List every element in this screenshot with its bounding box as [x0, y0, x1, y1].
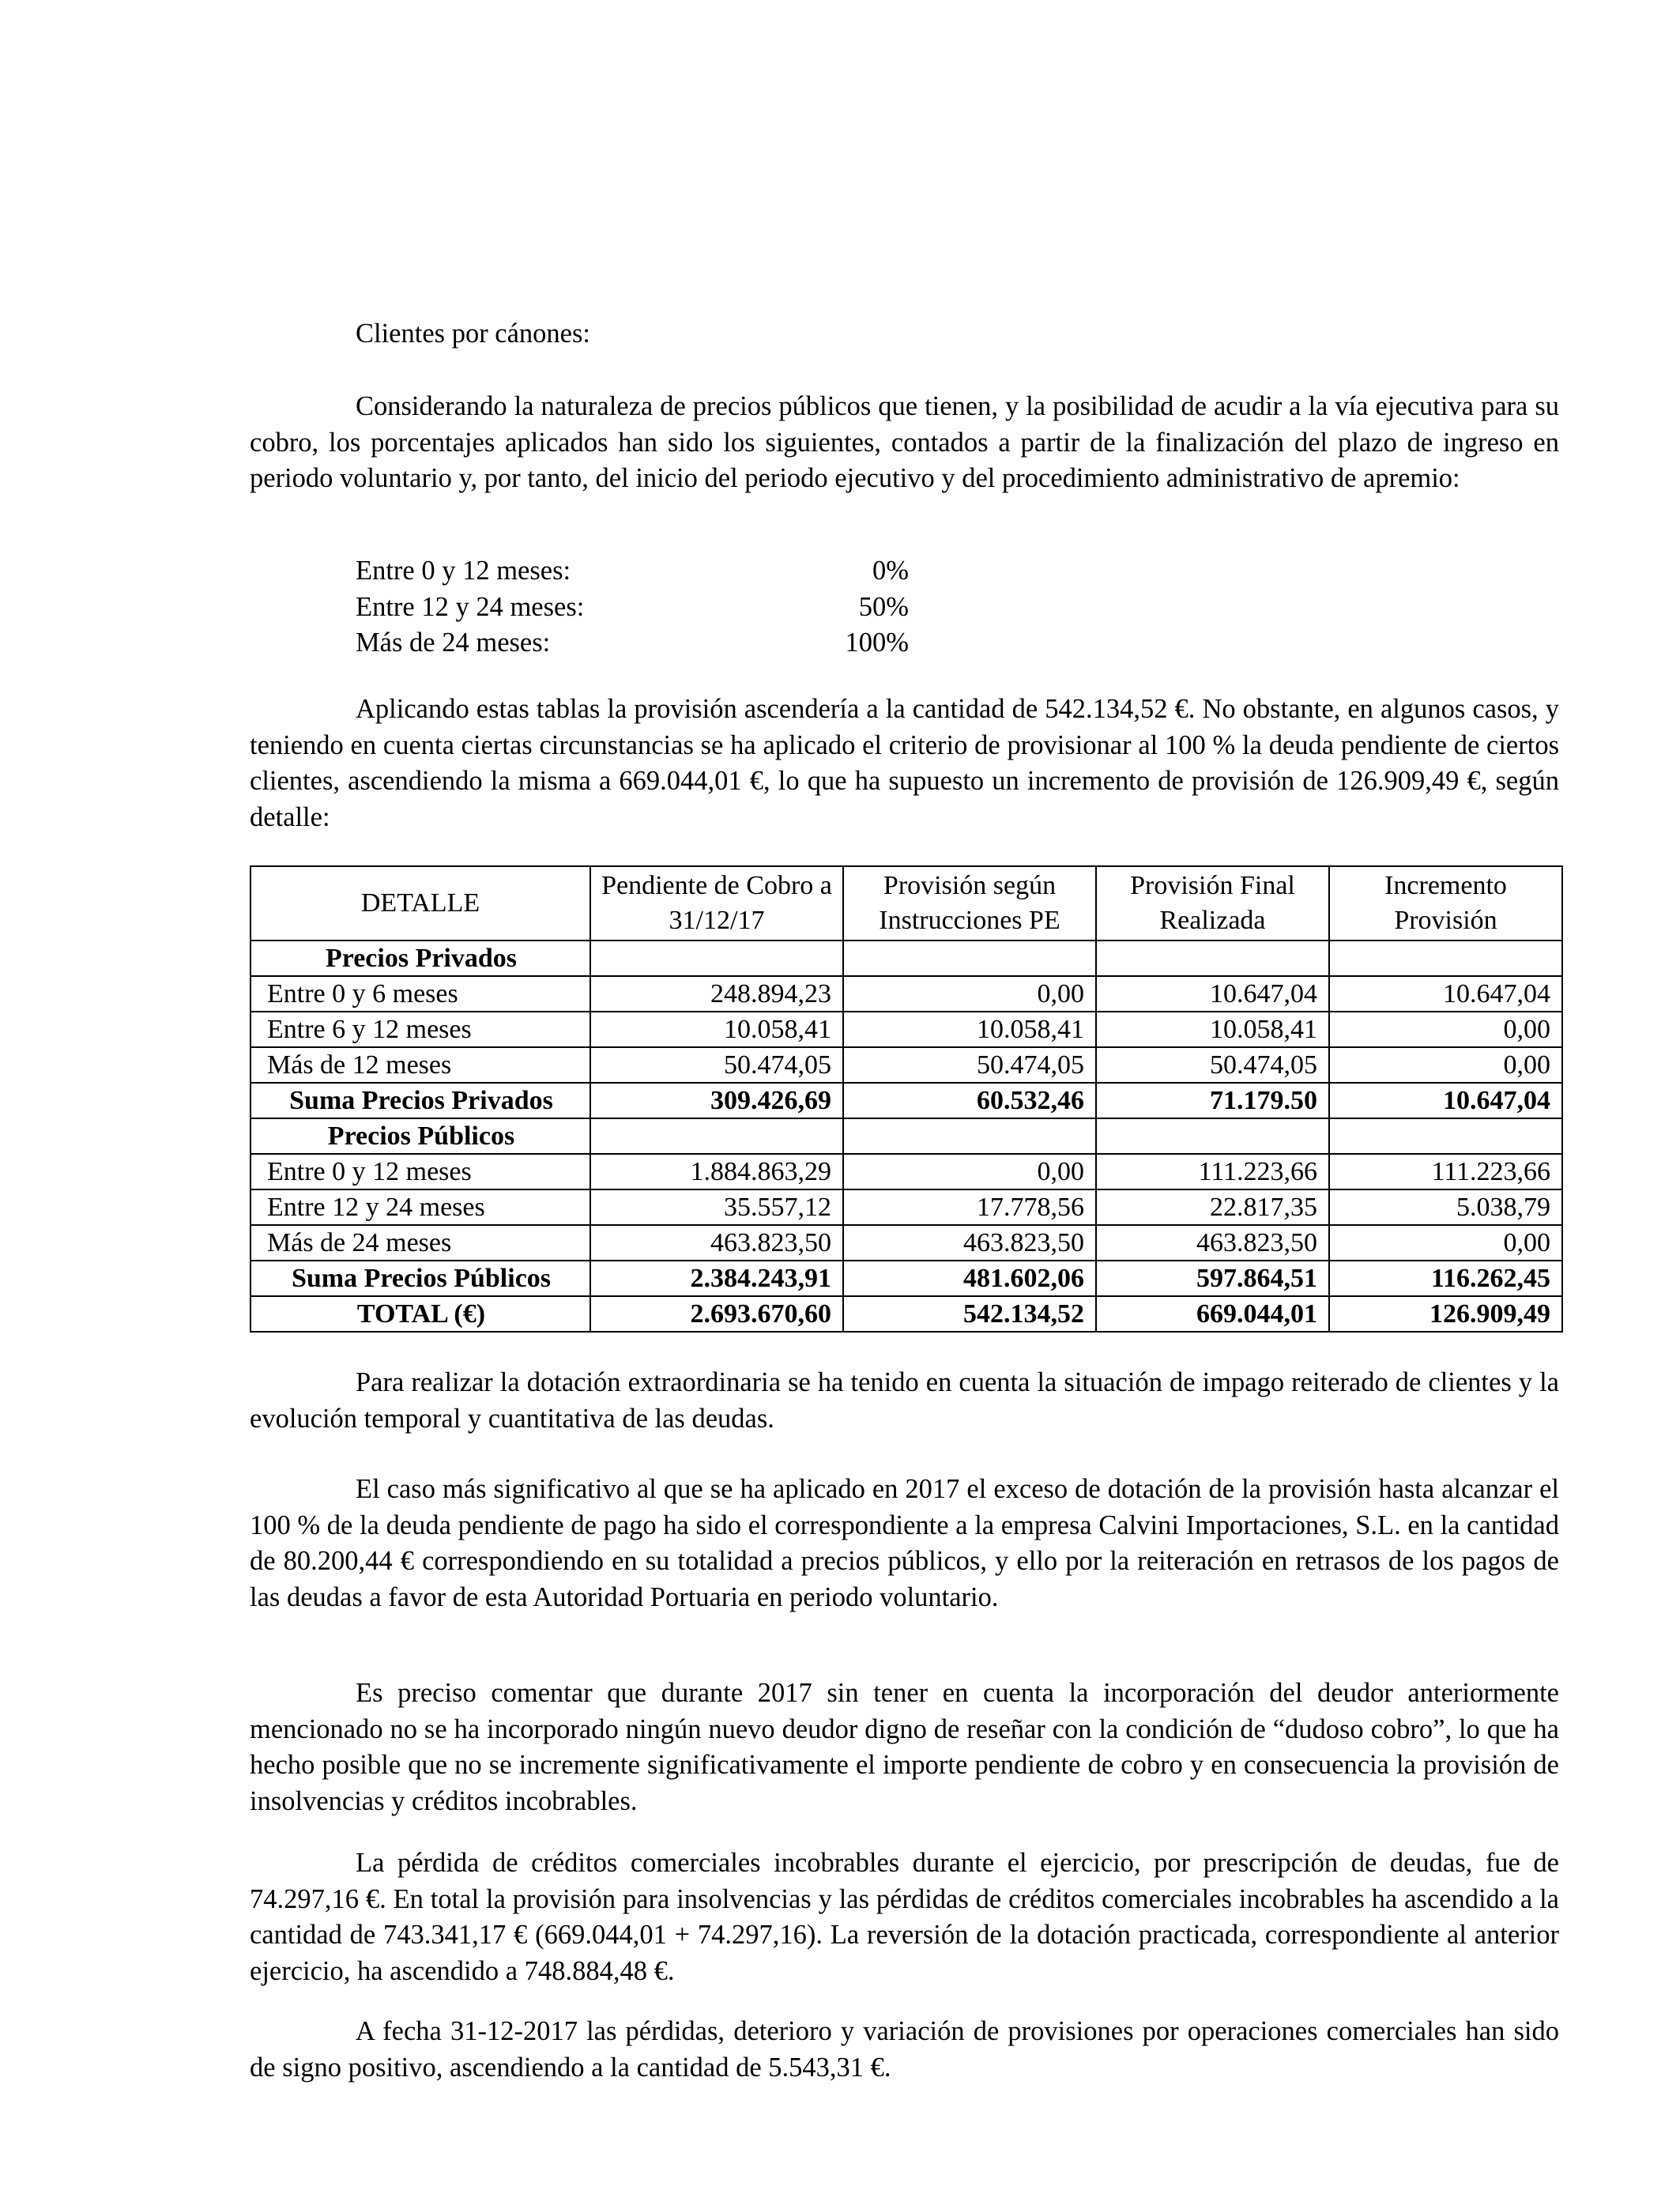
- table-row: [250, 1225, 1562, 1261]
- cell-value: 22.817,35: [1096, 1189, 1329, 1225]
- cell-value: 0,00: [843, 976, 1096, 1012]
- header-cell: Pendiente de Cobro a 31/12/17: [590, 866, 843, 941]
- cell-value: 0,00: [1329, 1047, 1562, 1083]
- row-label: Más de 12 meses: [250, 1047, 590, 1083]
- cell-value: 597.864,51: [1096, 1261, 1329, 1296]
- total-row: [250, 1296, 1562, 1332]
- row-label: Suma Precios Públicos: [250, 1261, 590, 1296]
- cell-value: 35.557,12: [590, 1189, 843, 1225]
- cell-value: 10.647,04: [1096, 976, 1329, 1012]
- cell-value: 111.223,66: [1096, 1154, 1329, 1189]
- row-label: Entre 0 y 12 meses: [250, 1154, 590, 1189]
- cell-value: 10.647,04: [1329, 1083, 1562, 1118]
- cell-value: 0,00: [843, 1154, 1096, 1189]
- rate-value: 100%: [845, 628, 909, 658]
- cell-value: 463.823,50: [843, 1225, 1096, 1261]
- cell-value: 111.223,66: [1329, 1154, 1562, 1189]
- cell-value: 5.038,79: [1329, 1189, 1562, 1225]
- cell-value: 1.884.863,29: [590, 1154, 843, 1189]
- table-row: [250, 1012, 1562, 1047]
- cell-value: 542.134,52: [843, 1296, 1096, 1332]
- rates-list: [356, 553, 909, 662]
- fecha-paragraph: A fecha 31-12-2017 las pérdidas, deterioro y variación de provisiones por operaciones comerciales han sido de signo positivo, ascendiendo a la cantidad de 5.543,31 €.: [250, 2016, 1559, 2083]
- rate-value: 0%: [872, 556, 909, 586]
- cell-value: 0,00: [1329, 1012, 1562, 1047]
- rate-label: Más de 24 meses:: [356, 628, 551, 658]
- header-cell: DETALLE: [250, 866, 590, 941]
- cell-value: 2.693.670,60: [590, 1296, 843, 1332]
- cell-value: 2.384.243,91: [590, 1261, 843, 1296]
- header-cell: Incremento Provisión: [1329, 866, 1562, 941]
- header-cell: Provisión Final Realizada: [1096, 866, 1329, 941]
- cell-value: 50.474,05: [1096, 1047, 1329, 1083]
- row-label: TOTAL (€): [250, 1296, 590, 1332]
- caso-paragraph: El caso más significativo al que se ha aplicado en 2017 el exceso de dotación de la provisión hasta alcanzar el 100 % de la deuda pendiente de pago ha sido el correspondiente a la empresa Calvini Importaciones, S.L. en la cantidad de 80.200,44 € correspondiendo en su totalidad a precios públicos, y ello por la reiteración en retrasos de los pagos de las deudas a favor de esta Autoridad Portuaria en periodo voluntario.: [250, 1474, 1559, 1612]
- perdida-paragraph: La pérdida de créditos comerciales incobrables durante el ejercicio, por prescripción de deudas, fue de 74.297,16 €. En total la provisión para insolvencias y las pérdidas de créditos comerciales incobrables ha ascendido a la cantidad de 743.341,17 € (669.044,01 + 74.297,16). La reversión de la dotación practicada, correspondiente al anterior ejercicio, ha ascendido a 748.884,48 €.: [250, 1848, 1559, 1986]
- section-row: [250, 941, 1562, 976]
- cell-value: 463.823,50: [1096, 1225, 1329, 1261]
- table-header-row: [250, 866, 1562, 941]
- cell-value: 60.532,46: [843, 1083, 1096, 1118]
- section-label: Precios Privados: [250, 941, 590, 976]
- cell-value: 463.823,50: [590, 1225, 843, 1261]
- rate-value: 50%: [858, 591, 909, 622]
- row-label: Entre 6 y 12 meses: [250, 1012, 590, 1047]
- sum-row: [250, 1083, 1562, 1118]
- table-row: [250, 976, 1562, 1012]
- table-row: [250, 1189, 1562, 1225]
- cell-value: 10.058,41: [1096, 1012, 1329, 1047]
- cell-value: 10.647,04: [1329, 976, 1562, 1012]
- section-heading: Clientes por cánones:: [356, 319, 591, 349]
- cell-value: 10.058,41: [843, 1012, 1096, 1047]
- rate-row: [356, 625, 909, 662]
- cell-value: 0,00: [1329, 1225, 1562, 1261]
- intro-paragraph: Considerando la naturaleza de precios públicos que tienen, y la posibilidad de acudir a la vía ejecutiva para su cobro, los porcentajes aplicados han sido los siguientes, contados a partir de la finalización del plazo de ingreso en periodo voluntario y, por tanto, del inicio del periodo ejecutivo y del procedimiento administrativo de apremio:: [250, 391, 1559, 493]
- row-label: Más de 24 meses: [250, 1225, 590, 1261]
- detail-table: [250, 865, 1563, 1333]
- table-row: [250, 1154, 1562, 1189]
- cell-value: 116.262,45: [1329, 1261, 1562, 1296]
- header-cell: Provisión según Instrucciones PE: [843, 866, 1096, 941]
- cell-value: 71.179.50: [1096, 1083, 1329, 1118]
- cell-value: 17.778,56: [843, 1189, 1096, 1225]
- rate-row: [356, 590, 909, 626]
- section-row: [250, 1118, 1562, 1154]
- cell-value: 10.058,41: [590, 1012, 843, 1047]
- comentar-paragraph: Es preciso comentar que durante 2017 sin tener en cuenta la incorporación del deudor anteriormente mencionado no se ha incorporado ningún nuevo deudor digno de reseñar con la condición de “dudoso cobro”, lo que ha hecho posible que no se incremente significativamente el importe pendiente de cobro y en consecuencia la provisión de insolvencias y créditos incobrables.: [250, 1678, 1559, 1816]
- rate-row: [356, 553, 909, 590]
- cell-value: 309.426,69: [590, 1083, 843, 1118]
- dotacion-paragraph: Para realizar la dotación extraordinaria se ha tenido en cuenta la situación de impago reiterado de clientes y la evolución temporal y cuantitativa de las deudas.: [250, 1367, 1559, 1434]
- row-label: Entre 0 y 6 meses: [250, 976, 590, 1012]
- provision-paragraph: Aplicando estas tablas la provisión ascendería a la cantidad de 542.134,52 €. No obstante, en algunos casos, y teniendo en cuenta ciertas circunstancias se ha aplicado el criterio de provisionar al 100 % la deuda pendiente de ciertos clientes, ascendiendo la misma a 669.044,01 €, lo que ha supuesto un incremento de provisión de 126.909,49 €, según detalle:: [250, 694, 1559, 832]
- row-label: Entre 12 y 24 meses: [250, 1189, 590, 1225]
- cell-value: 50.474,05: [590, 1047, 843, 1083]
- table-row: [250, 1047, 1562, 1083]
- row-label: Suma Precios Privados: [250, 1083, 590, 1118]
- cell-value: 481.602,06: [843, 1261, 1096, 1296]
- cell-value: 126.909,49: [1329, 1296, 1562, 1332]
- cell-value: 50.474,05: [843, 1047, 1096, 1083]
- sum-row: [250, 1261, 1562, 1296]
- rate-label: Entre 0 y 12 meses:: [356, 556, 571, 586]
- cell-value: 669.044,01: [1096, 1296, 1329, 1332]
- section-label: Precios Públicos: [250, 1118, 590, 1154]
- rate-label: Entre 12 y 24 meses:: [356, 591, 585, 622]
- cell-value: 248.894,23: [590, 976, 843, 1012]
